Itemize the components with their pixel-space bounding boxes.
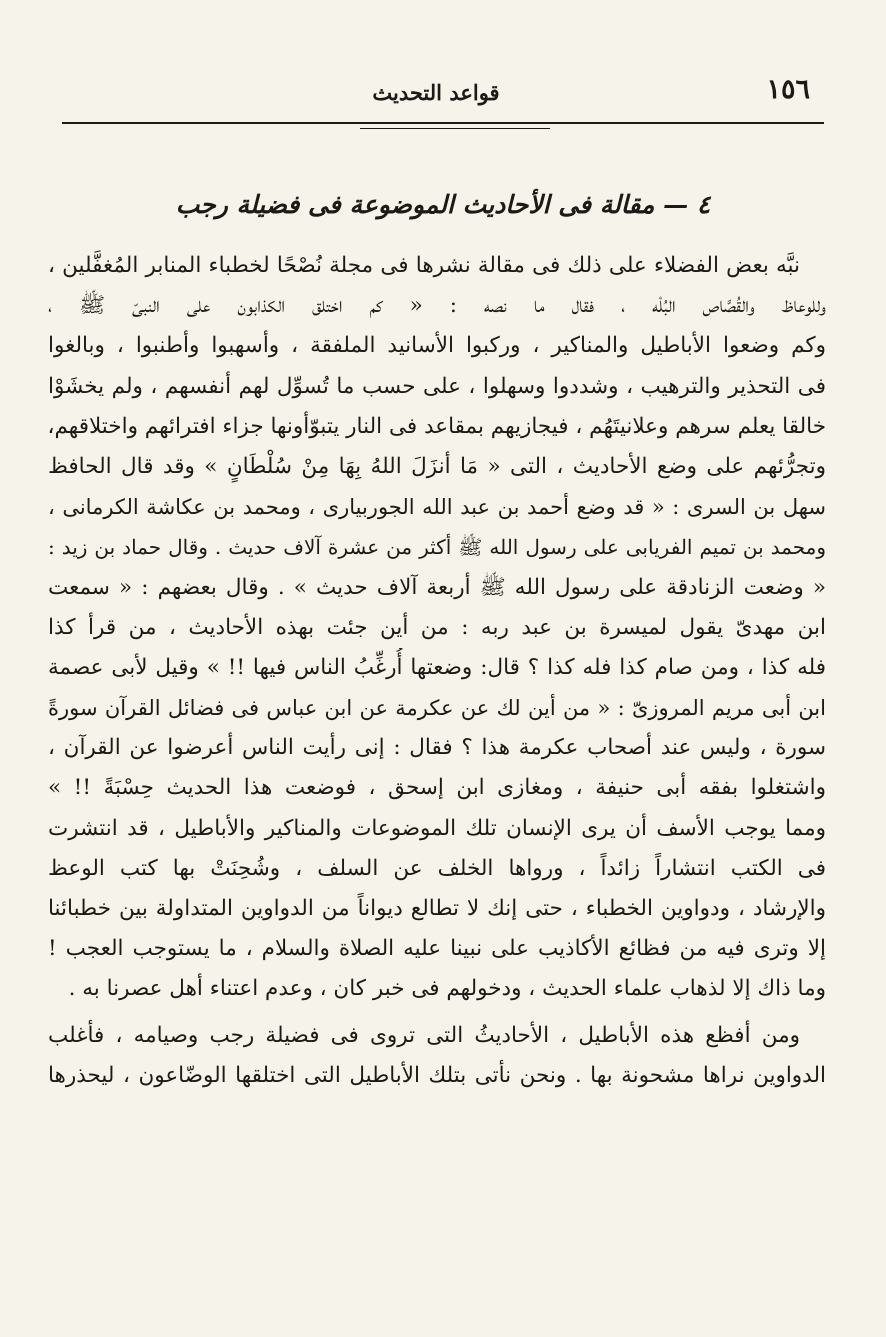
- text-line: ومن أفظع هذه الأباطيل ، الأحاديثُ التى تروى فى فضيلة رجب وصيامه ، فأغلب: [48, 1022, 800, 1048]
- text-line: وللوعاظ والقُصَّاص البُلْه ، فقال ما نصه : « كم اختلق الكذابون على النبىّ ﷺ ،: [48, 293, 826, 319]
- text-line: والإرشاد ، ودواوين الخطباء ، حتى إنك لا تطالع ديواناً من الدواوين المتداولة بين خطبائنا: [48, 896, 826, 921]
- page-number: ١٥٦: [766, 74, 810, 105]
- text-line: ومما يوجب الأسف أن يرى الإنسان تلك الموضوعات والمناكير والأباطيل ، قد انتشرت: [48, 815, 826, 841]
- text-line: وما ذاك إلا لذهاب علماء الحديث ، ودخولهم فى خبر كان ، وعدم اعتناء أهل عصرنا به .: [68, 976, 826, 1002]
- text-line: خالقا يعلم سرهم وعلانيتَهُم ، فيجازيهم بمقاعد فى النار يتبوّأونها جزاء افترائهم واختلاقهم،: [48, 413, 826, 439]
- text-line: سهل بن السرى : « قد وضع أحمد بن عبد الله الجوربيارى ، ومحمد بن عكاشة الكرمانى ،: [48, 495, 826, 520]
- text-line: الدواوين نراها مشحونة بها . ونحن نأتى بتلك الأباطيل التى اختلقها الوضّاعون ، ليحذرها: [48, 1062, 826, 1088]
- text-line: ابن مهدىّ يقول لميسرة بن عبد ربه : من أين جئت بهذه الأحاديث ، من قرأ كذا: [48, 614, 826, 640]
- text-line: وتجرُّئهم على وضع الأحاديث ، التى « مَا أنزَلَ اللهُ بِهَا مِنْ سُلْطَانٍ » وقد قال الحافظ: [48, 453, 826, 479]
- body-text: [48, 246, 826, 1096]
- section-heading: ٤ — مقالة فى الأحاديث الموضوعة فى فضيلة رجب: [175, 190, 711, 219]
- text-line: واشتغلوا بفقه أبى حنيفة ، ومغازى ابن إسحق ، فوضعت هذا الحديث حِسْبَةً !! »: [48, 775, 826, 801]
- running-title: قواعد التحديث: [372, 80, 500, 105]
- text-line: فى الكتب انتشاراً زائداً ، ورواها الخلف عن السلف ، وشُحِنَتْ بها كتب الوعظ: [48, 855, 826, 881]
- text-line: سورة ، وليس عند أصحاب عكرمة هذا ؟ فقال : إنى رأيت الناس أعرضوا عن القرآن ،: [48, 735, 826, 761]
- text-line: إلا وترى فيه من فظائع الأكاذيب على نبينا عليه الصلاة والسلام ، ما يستوجب العجب !: [48, 936, 826, 962]
- running-head: [62, 74, 810, 118]
- header-rule: [62, 122, 824, 124]
- text-line: وكم وضعوا الأباطيل والمناكير ، وركبوا الأسانيد الملفقة ، وأسهبوا وأطنبوا ، وبالغوا: [48, 333, 826, 359]
- title-underline: [360, 128, 550, 129]
- text-line: ومحمد بن تميم الفريابى على رسول الله ﷺ أكثر من عشرة آلاف حديث . وقال حماد بن زيد :: [48, 535, 826, 560]
- text-line: ابن أبى مريم المروزىّ : « من أين لك عن عكرمة عن ابن عباس فى فضائل القرآن سورةً: [48, 696, 826, 721]
- text-line: فى التحذير والترهيب ، وشددوا وسهلوا ، على حسب ما تُسوِّل لهم أنفسهم ، ولم يخشَوْا: [48, 373, 826, 399]
- text-line: « وضعت الزنادقة على رسول الله ﷺ أربعة آلاف حديث » . وقال بعضهم : « سمعت: [48, 574, 826, 600]
- text-line: نبَّه بعض الفضلاء على ذلك فى مقالة نشرها فى مجلة نُصْحًا لخطباء المنابر المُغفَّلين ،: [48, 253, 800, 278]
- text-line: فله كذا ، ومن صام كذا فله كذا ؟ قال: وضعتها أُرغِّبُ الناس فيها !! » وقيل لأبى عصمة: [48, 654, 826, 680]
